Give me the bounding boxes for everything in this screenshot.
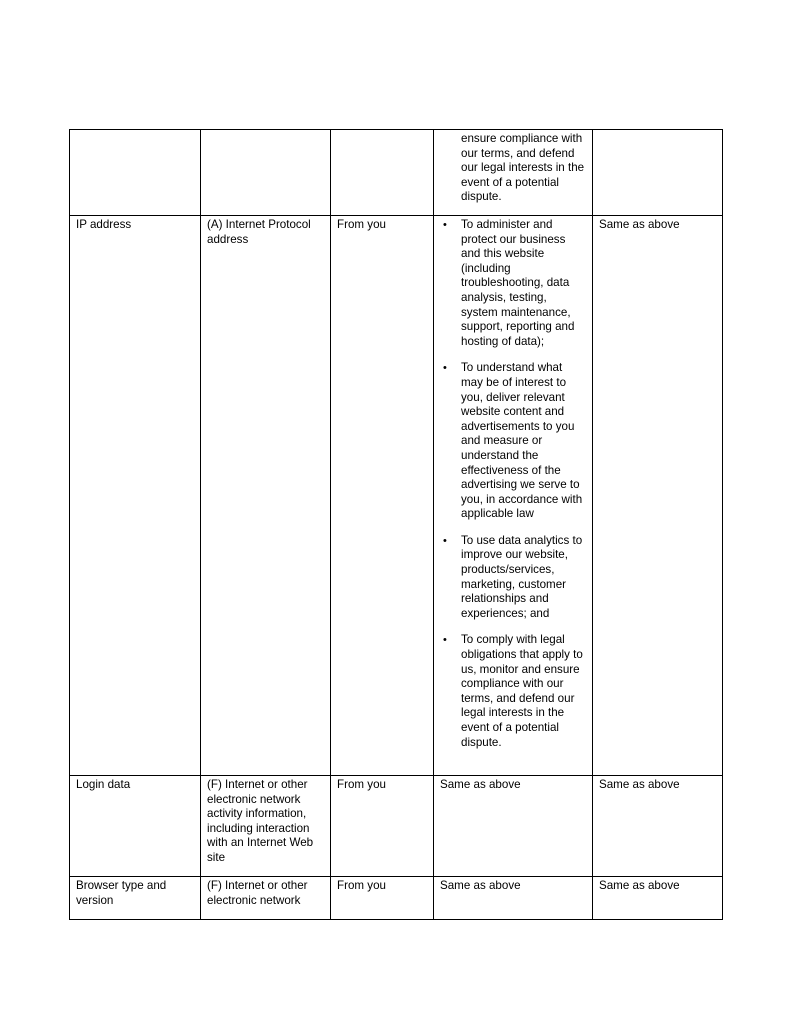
purpose-cell <box>434 877 593 920</box>
category-cell <box>201 776 331 877</box>
purpose-text: To administer and protect our business and this website (including troubleshooting, data analysis, testing, system maintenance, support, reporting and hosting of data); <box>461 218 575 348</box>
bullet-icon: • <box>443 362 447 375</box>
purpose-cell <box>434 776 593 877</box>
retention-cell <box>593 776 723 877</box>
list-item <box>440 361 586 522</box>
purpose-text: To use data analytics to improve our website, products/services, marketing, customer relationships and experiences; and <box>461 533 583 620</box>
purpose-cell <box>434 130 593 216</box>
list-item <box>440 633 586 750</box>
source-cell <box>331 776 434 877</box>
source-text: From you <box>337 778 386 791</box>
data-type-text: IP address <box>76 218 132 231</box>
retention-cell <box>593 130 723 216</box>
retention-cell <box>593 216 723 776</box>
list-item <box>440 218 586 349</box>
category-text: (F) Internet or other electronic network activity information, including interaction with an Internet Web site <box>207 778 314 864</box>
category-cell <box>201 877 331 920</box>
table-row <box>70 216 723 776</box>
retention-cell <box>593 877 723 920</box>
table-row <box>70 776 723 877</box>
source-cell <box>331 216 434 776</box>
category-cell <box>201 216 331 776</box>
data-type-cell <box>70 776 201 877</box>
purpose-text: To understand what may be of interest to you, deliver relevant website content and advertisements to you and measure or understand the effectiveness of the advertising we serve to you, in accordance with applicable law <box>461 361 583 521</box>
category-text: (A) Internet Protocol address <box>207 218 311 246</box>
source-cell <box>331 877 434 920</box>
data-type-text: Browser type and version <box>76 879 167 907</box>
source-text: From you <box>337 879 386 892</box>
source-cell <box>331 130 434 216</box>
data-type-cell <box>70 877 201 920</box>
list-item <box>440 534 586 622</box>
purpose-cell <box>434 216 593 776</box>
retention-text: Same as above <box>599 879 680 892</box>
purpose-continuation-text: ensure compliance with our terms, and defend our legal interests in the event of a potential dispute. <box>461 132 585 204</box>
retention-text: Same as above <box>599 218 680 231</box>
table-row <box>70 130 723 216</box>
purpose-text: To comply with legal obligations that apply to us, monitor and ensure compliance with our terms, and defend our legal interests in the event of a potential dispute. <box>461 633 583 749</box>
data-type-text: Login data <box>76 778 131 791</box>
purpose-text: Same as above <box>440 879 521 892</box>
data-type-cell <box>70 216 201 776</box>
source-text: From you <box>337 218 386 231</box>
bullet-icon: • <box>443 219 447 231</box>
table-row <box>70 877 723 920</box>
retention-text: Same as above <box>599 778 680 791</box>
personal-data-table <box>69 129 723 920</box>
data-type-cell <box>70 130 201 216</box>
purpose-list <box>440 218 586 750</box>
category-text: (F) Internet or other electronic network <box>207 879 308 907</box>
bullet-icon: • <box>443 534 447 547</box>
purpose-text: Same as above <box>440 778 521 791</box>
category-cell <box>201 130 331 216</box>
bullet-icon: • <box>443 634 447 647</box>
